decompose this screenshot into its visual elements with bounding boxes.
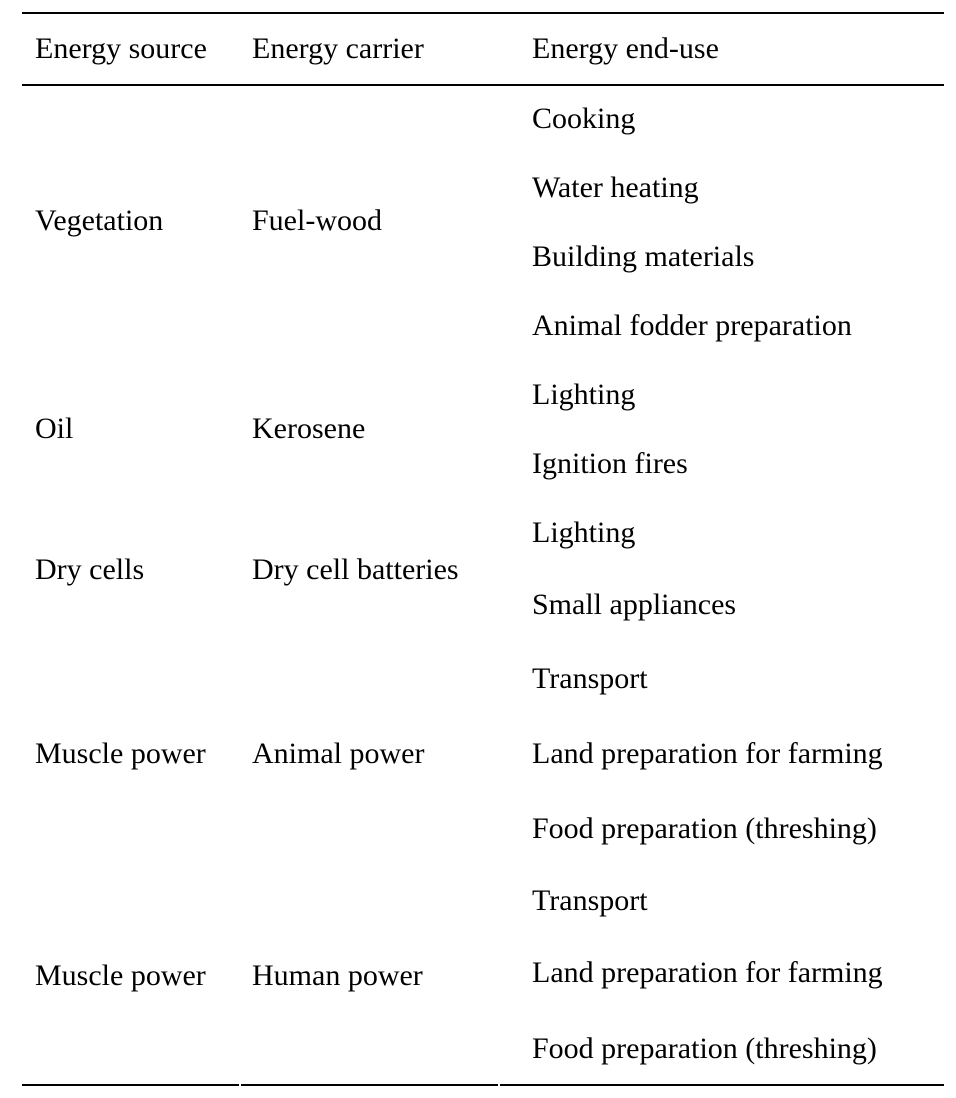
row-end-use: Cooking bbox=[532, 102, 636, 135]
row-end-use: Building materials bbox=[532, 240, 755, 273]
row-end-use: Food preparation (threshing) bbox=[532, 812, 877, 845]
header-energy-carrier: Energy carrier bbox=[252, 32, 424, 65]
row-end-use: Food preparation (threshing) bbox=[532, 1032, 877, 1065]
row-end-use: Ignition fires bbox=[532, 447, 688, 480]
row-end-use: Lighting bbox=[532, 516, 636, 549]
row-end-use: Land preparation for farming bbox=[532, 737, 883, 770]
row-carrier: Animal power bbox=[252, 737, 425, 770]
header-energy-source: Energy source bbox=[35, 32, 207, 65]
bottom-rule-carrier bbox=[241, 1084, 498, 1086]
row-carrier: Dry cell batteries bbox=[252, 553, 459, 586]
row-source: Oil bbox=[35, 412, 74, 445]
row-source: Muscle power bbox=[35, 737, 206, 770]
header-rule bbox=[22, 84, 944, 86]
row-end-use: Water heating bbox=[532, 171, 699, 204]
header-energy-end-use: Energy end-use bbox=[532, 32, 719, 65]
row-source: Dry cells bbox=[35, 553, 145, 586]
row-end-use: Transport bbox=[532, 662, 648, 695]
bottom-rule-end-use bbox=[500, 1084, 944, 1086]
row-end-use: Lighting bbox=[532, 378, 636, 411]
row-carrier: Fuel-wood bbox=[252, 204, 382, 237]
row-source: Muscle power bbox=[35, 959, 206, 992]
bottom-rule-source bbox=[22, 1084, 239, 1086]
row-end-use: Transport bbox=[532, 884, 648, 917]
row-source: Vegetation bbox=[35, 204, 164, 237]
row-carrier: Human power bbox=[252, 959, 423, 992]
row-end-use: Animal fodder preparation bbox=[532, 309, 852, 342]
row-end-use: Small appliances bbox=[532, 588, 737, 621]
row-carrier: Kerosene bbox=[252, 412, 366, 445]
row-end-use: Land preparation for farming bbox=[532, 956, 883, 989]
top-rule bbox=[22, 12, 944, 14]
